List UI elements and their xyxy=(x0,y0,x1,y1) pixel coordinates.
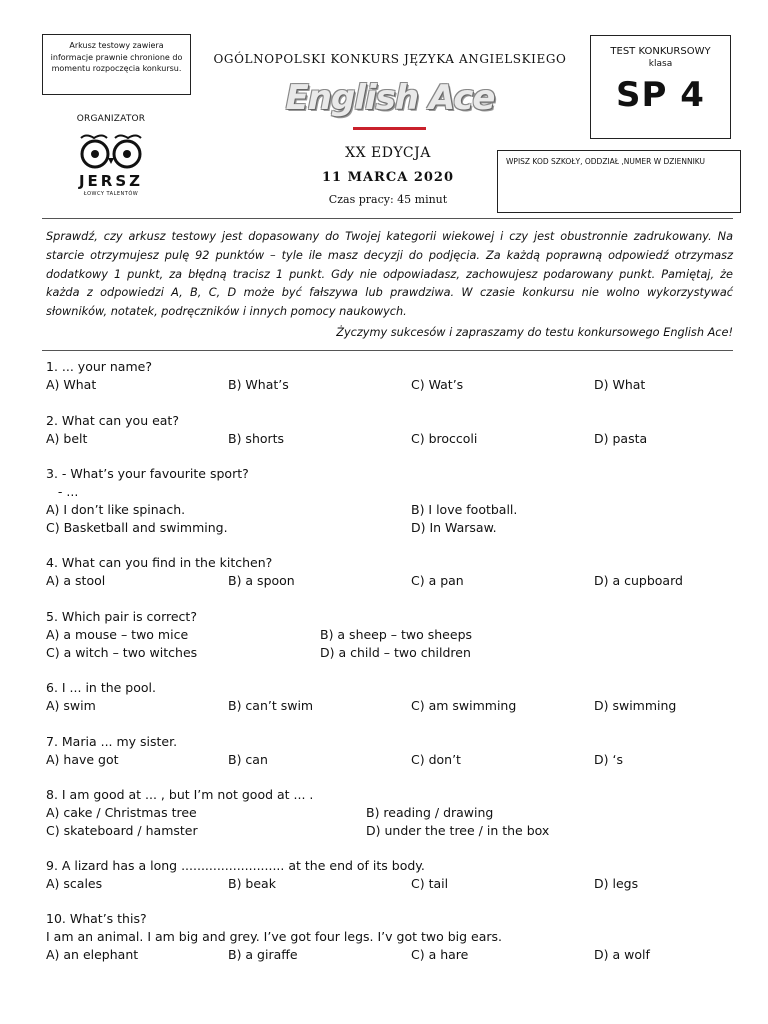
question-10 xyxy=(46,910,746,964)
question-2 xyxy=(46,412,746,448)
option-c[interactable]: C) am swimming xyxy=(411,698,517,713)
option-a[interactable]: A) cake / Christmas tree xyxy=(46,805,197,820)
option-b[interactable]: B) I love football. xyxy=(411,502,518,517)
edition: XX EDYCJA xyxy=(345,145,431,161)
school-code-field[interactable] xyxy=(497,150,741,213)
option-a[interactable]: A) an elephant xyxy=(46,947,139,962)
question-subtext: - ... xyxy=(46,484,79,499)
question-text: 10. What’s this? xyxy=(46,911,147,926)
option-d[interactable]: D) swimming xyxy=(594,698,677,713)
option-b[interactable]: B) a giraffe xyxy=(228,947,298,962)
divider-bottom xyxy=(42,350,733,351)
option-c[interactable]: C) a pan xyxy=(411,573,464,588)
option-a[interactable]: A) belt xyxy=(46,431,88,446)
option-d[interactable]: D) a cupboard xyxy=(594,573,683,588)
question-text: 6. I ... in the pool. xyxy=(46,680,156,695)
test-level-box xyxy=(590,35,731,139)
test-class-label: klasa xyxy=(648,59,673,69)
school-code-label: WPISZ KOD SZKOŁY, ODDZIAŁ ,NUMER W DZIENNIKU xyxy=(506,157,706,166)
question-text: 9. A lizard has a long .......................... at the end of its body. xyxy=(46,858,425,873)
legal-notice-box xyxy=(42,34,191,95)
option-a[interactable]: A) scales xyxy=(46,876,103,891)
organizer-name: JERSZ xyxy=(78,172,144,190)
option-d[interactable]: D) pasta xyxy=(594,431,648,446)
option-d[interactable]: D) ‘s xyxy=(594,752,623,767)
wishes: Życzymy sukcesów i zapraszamy do testu konkursowego English Ace! xyxy=(336,326,733,339)
option-c[interactable]: C) skateboard / hamster xyxy=(46,823,198,838)
option-d[interactable]: D) a wolf xyxy=(594,947,650,962)
question-text: 1. ... your name? xyxy=(46,359,152,374)
question-text: 5. Which pair is correct? xyxy=(46,609,197,624)
option-b[interactable]: B) a spoon xyxy=(228,573,295,588)
question-3 xyxy=(46,465,746,537)
question-9 xyxy=(46,857,746,893)
option-a[interactable]: A) a stool xyxy=(46,573,106,588)
option-b[interactable]: B) can’t swim xyxy=(228,698,314,713)
option-d[interactable]: D) a child – two children xyxy=(320,645,471,660)
instructions: Sprawdź, czy arkusz testowy jest dopasowany do Twojej kategorii wiekowej i czy jest obustronnie zadrukowany. Na starcie otrzymujesz pulę 92 punktów – tyle ile masz decyzji do podjęcia. Za każdą poprawną odpowiedź otrzymasz dodatkowy 1 punkt, za błędną tracisz 1 punkt. Gdy nie odpowiadasz, zachowujesz podarowany punkt. Pamiętaj, że każda z odpowiedzi A, B, C, D może być fałszywa lub prawdziwa. W czasie konkursu nie wolno wykorzystywać słowników, notatek, podręczników i innych pomocy naukowych. xyxy=(46,230,733,319)
organizer-tagline: ŁOWCY TALENTÓW xyxy=(83,191,139,197)
brand-logo xyxy=(270,78,510,138)
option-c[interactable]: C) Wat’s xyxy=(411,377,464,392)
question-1 xyxy=(46,358,746,394)
option-d[interactable]: D) under the tree / in the box xyxy=(366,823,550,838)
option-d[interactable]: D) In Warsaw. xyxy=(411,520,497,535)
option-d[interactable]: D) What xyxy=(594,377,646,392)
question-8 xyxy=(46,786,746,840)
organizer-logo xyxy=(64,134,158,212)
option-c[interactable]: C) don’t xyxy=(411,752,461,767)
test-title: TEST KONKURSOWY xyxy=(610,46,711,57)
option-c[interactable]: C) Basketball and swimming. xyxy=(46,520,228,535)
option-a[interactable]: A) swim xyxy=(46,698,96,713)
option-b[interactable]: B) shorts xyxy=(228,431,285,446)
question-text: 8. I am good at ... , but I’m not good at ... . xyxy=(46,787,314,802)
option-c[interactable]: C) broccoli xyxy=(411,431,478,446)
question-6 xyxy=(46,679,746,715)
question-4 xyxy=(46,554,746,590)
option-a[interactable]: A) a mouse – two mice xyxy=(46,627,189,642)
contest-date: 11 MARCA 2020 xyxy=(321,170,455,185)
question-text: 4. What can you find in the kitchen? xyxy=(46,555,273,570)
option-b[interactable]: B) What’s xyxy=(228,377,289,392)
option-b[interactable]: B) can xyxy=(228,752,268,767)
option-c[interactable]: C) a hare xyxy=(411,947,469,962)
option-c[interactable]: C) tail xyxy=(411,876,449,891)
question-text: 7. Maria ... my sister. xyxy=(46,734,178,749)
question-7 xyxy=(46,733,746,769)
option-a[interactable]: A) What xyxy=(46,377,97,392)
test-level: SP 4 xyxy=(616,75,705,115)
question-text: 3. - What’s your favourite sport? xyxy=(46,466,249,481)
option-d[interactable]: D) legs xyxy=(594,876,639,891)
question-text: 2. What can you eat? xyxy=(46,413,179,428)
divider-top xyxy=(42,218,733,219)
contest-name: OGÓLNOPOLSKI KONKURS JĘZYKA ANGIELSKIEGO xyxy=(213,52,567,66)
option-b[interactable]: B) reading / drawing xyxy=(366,805,494,820)
test-duration: Czas pracy: 45 minut xyxy=(328,193,448,206)
option-a[interactable]: A) have got xyxy=(46,752,119,767)
question-subtext: I am an animal. I am big and grey. I’ve got four legs. I’v got two big ears. xyxy=(46,929,503,944)
brand-title: English Ace xyxy=(285,78,495,118)
option-b[interactable]: B) a sheep – two sheeps xyxy=(320,627,473,642)
option-b[interactable]: B) beak xyxy=(228,876,276,891)
owl-eyes-icon xyxy=(78,134,144,170)
option-c[interactable]: C) a witch – two witches xyxy=(46,645,198,660)
question-5 xyxy=(46,608,746,662)
brand-accent-bar xyxy=(353,127,426,130)
option-a[interactable]: A) I don’t like spinach. xyxy=(46,502,186,517)
legal-notice-text: Arkusz testowy zawiera informacje prawnie chronione do momentu rozpoczęcia konkursu. xyxy=(50,41,183,73)
organizer-label: ORGANIZATOR xyxy=(76,114,146,124)
